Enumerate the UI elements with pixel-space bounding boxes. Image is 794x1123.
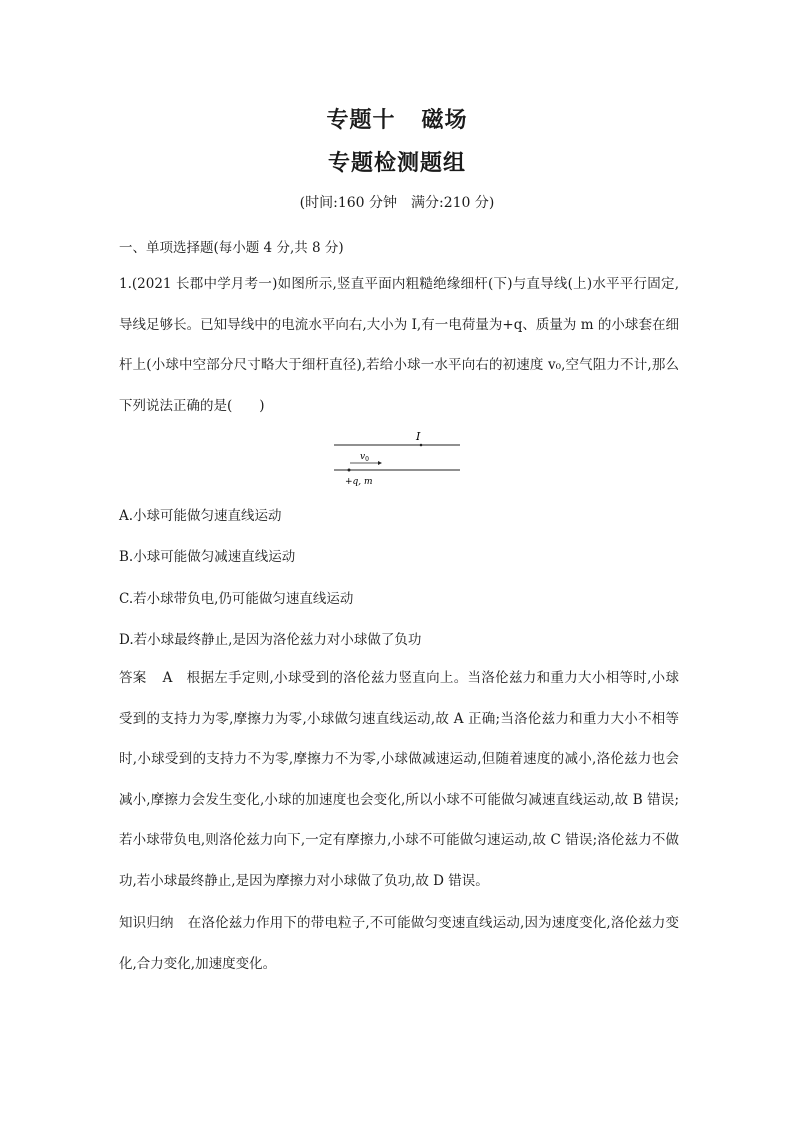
chapter-number: 专题十 xyxy=(326,108,396,133)
option-a: A.小球可能做匀速直线运动 xyxy=(119,508,282,524)
answer-label: 答案 xyxy=(119,670,147,686)
velocity-arrowhead xyxy=(378,461,382,465)
answer-choice: A xyxy=(162,670,173,686)
velocity-label: $v_0$ xyxy=(360,452,369,463)
exam-meta: (时间:160 分钟 满分:210 分) xyxy=(299,195,495,211)
option-b: B.小球可能做匀减速直线运动 xyxy=(119,549,296,565)
chapter-title xyxy=(0,103,794,134)
subtitle: 专题检测题组 xyxy=(327,151,466,176)
knowledge-text: 在洛伦兹力作用下的带电粒子,不可能做匀变速直线运动,因为速度变化,洛伦兹力变化,合力变化,加速度变化。 xyxy=(119,915,680,972)
wire-rod-figure xyxy=(330,426,470,492)
current-label: I xyxy=(416,430,421,443)
knowledge-label: 知识归纳 xyxy=(119,915,174,931)
option-d: D.若小球最终静止,是因为洛伦兹力对小球做了负功 xyxy=(119,632,422,648)
answer-paragraph xyxy=(119,658,679,901)
knowledge-paragraph xyxy=(119,903,679,984)
wire-current-point xyxy=(420,444,423,447)
option-c: C.若小球带负电,仍可能做匀速直线运动 xyxy=(119,591,354,607)
ball xyxy=(348,469,351,472)
question-text: 1.(2021 长郡中学月考一)如图所示,竖直平面内粗糙绝缘细杆(下)与直导线(上)水平平行固定,导线足够长。已知导线中的电流水平向右,大小为 I,有一电荷量为+q、质量为 m 的小球套在细杆上(小球中空部分尺寸略大于细杆直径),若给小球一水平向右的初速度 v₀,空气阻力不计,那么下列说法正确的是( ) xyxy=(119,276,679,414)
section-heading: 一、单项选择题(每小题 4 分,共 8 分) xyxy=(119,240,344,256)
chapter-topic: 磁场 xyxy=(421,108,468,133)
charge-label: +q, m xyxy=(345,477,373,487)
answer-explanation: 根据左手定则,小球受到的洛伦兹力竖直向上。当洛伦兹力和重力大小相等时,小球受到的支持力为零,摩擦力为零,小球做匀速直线运动,故 A 正确;当洛伦兹力和重力大小不相等时,小球受到的支持力不为零,摩擦力不为零,小球做减速运动,但随着速度的减小,洛伦兹力也会减小,摩擦力会发生变化,小球的加速度也会变化,所以小球不可能做匀减速直线运动,故 B 错误;若小球带负电,则洛伦兹力向下,一定有摩擦力,小球不可能做匀速运动,故 C 错误;洛伦兹力不做功,若小球最终静止,是因为摩擦力对小球做了负功,故 D 错误。 xyxy=(119,670,679,889)
